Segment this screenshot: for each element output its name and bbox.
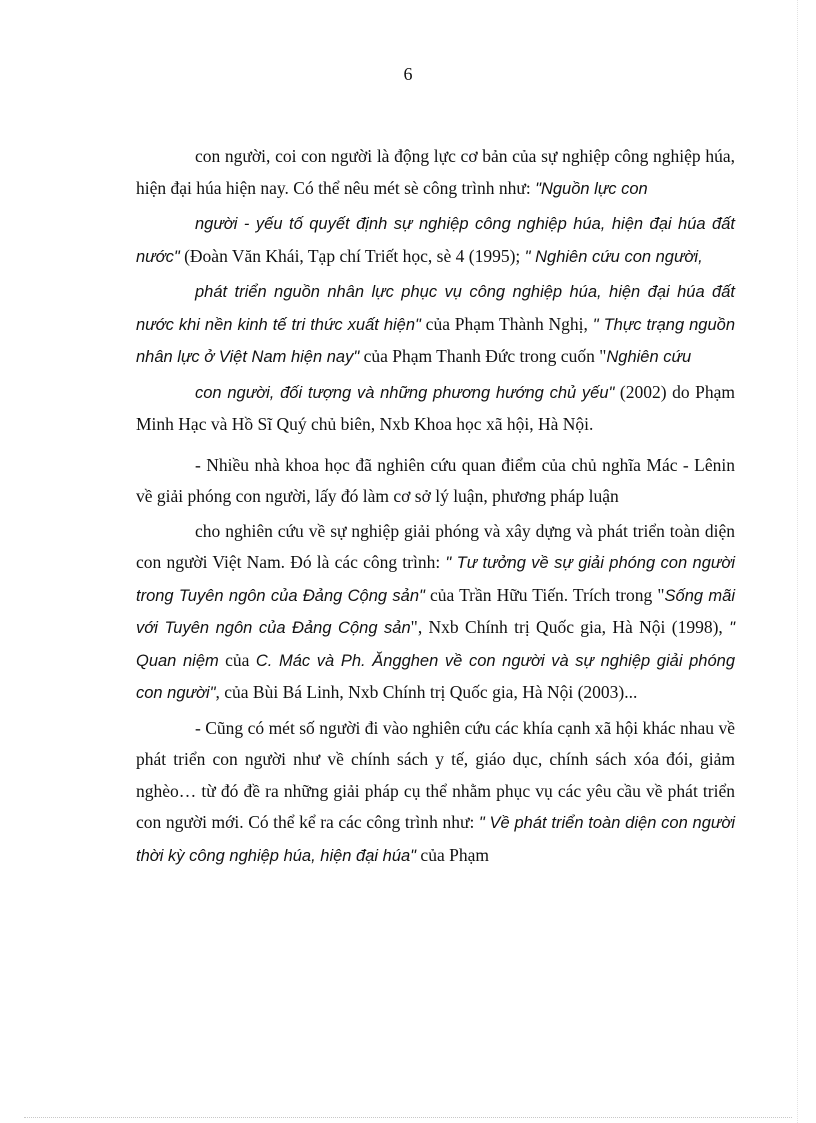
paragraph-1d: [136, 377, 735, 441]
page-bottom-border: [24, 1117, 792, 1118]
body-text-segment: (Đoàn Văn Khái, Tạp chí Triết học, sè 4 (1995);: [179, 245, 525, 266]
italic-citation-text: C. Mác và Ph. Ăngghen về con người và sự nghiệp giải phóng con người": [136, 651, 735, 702]
italic-citation-text: " Nghiên cứu con người,: [524, 247, 703, 266]
body-text-segment: của Trần Hữu Tiến. Trích trong: [424, 584, 658, 605]
body-text-segment: - Cũng có mét số người đi vào nghiên cứu các khía cạnh xã hội khác nhau về phát triển con người như về chính sách y tế, giáo dục, chính sách xóa đói, giảm nghèo… từ đó đề ra những giải pháp cụ thể nhằm phục vụ các yêu cầu về phát triển con người mới. Có thể kể ra các công trình như:: [136, 717, 735, 832]
body-text-segment: của Phạm: [416, 844, 489, 865]
italic-citation-text: " Quan niệm: [136, 619, 735, 670]
body-text-segment: của: [218, 649, 256, 670]
body-text-segment: của Phạm Thành Nghị,: [420, 313, 593, 334]
italic-citation-text: con người, đối tượng và những phương hướng chủ yếu": [195, 383, 615, 402]
italic-citation-text: Sống mãi với Tuyên ngôn của Đảng Cộng sản: [136, 586, 735, 637]
body-text-segment: - Nhiều nhà khoa học đã nghiên cứu quan điểm của chủ nghĩa Mác - Lênin về giải phóng con người, lấy đó làm cơ sở lý luận, phương pháp luận: [136, 454, 735, 506]
body-text-segment: (2002) do Phạm Minh Hạc và Hồ Sĩ Quý chủ biên, Nxb Khoa học xã hội, Hà Nội.: [136, 381, 735, 434]
paragraph-2a: [136, 450, 735, 513]
italic-citation-text: "Nguồn lực con: [535, 179, 648, 198]
paragraph-1a: [136, 141, 735, 205]
body-text-segment: con người, coi con người là động lực cơ bản của sự nghiệp công nghiệp húa, hiện đại húa hiện nay. Có thể nêu mét sè công trình như:: [136, 146, 735, 198]
paragraph-1c: [136, 276, 735, 374]
italic-citation-text: " Về phát triển toàn diện con người thời kỳ công nghiệp húa, hiện đại húa": [136, 814, 735, 865]
paragraph-2b: [136, 516, 735, 710]
body-text-segment: cho nghiên cứu về sự nghiệp giải phóng và xây dựng và phát triển toàn diện con người Việt Nam. Đó là các công trình:: [136, 520, 735, 572]
body-text-segment: ", Nxb Chính trị Quốc gia, Hà Nội (1998),: [410, 617, 730, 637]
italic-citation-text: Nghiên cứu: [606, 348, 692, 366]
page-number: 6: [403, 64, 413, 84]
body-text-segment: của Phạm Thanh Đức trong cuốn: [359, 346, 600, 366]
paragraph-3: [136, 713, 735, 873]
document-body: [136, 141, 735, 872]
body-text-segment: , của Bùi Bá Linh, Nxb Chính trị Quốc gia, Hà Nội (2003)...: [215, 682, 638, 702]
italic-citation-text: " Thực trạng nguồn nhân lực ở Việt Nam hiện nay": [136, 315, 735, 366]
body-text-segment: ": [599, 346, 607, 366]
italic-citation-text: " Tư tưởng về sự giải phóng con người trong Tuyên ngôn của Đảng Cộng sản": [136, 554, 735, 605]
italic-citation-text: phát triển nguồn nhân lực phục vụ công nghiệp húa, hiện đại húa đất nước khi nền kinh tế tri thức xuất hiện": [136, 283, 735, 334]
paragraph-1b: [136, 208, 735, 273]
body-text-segment: ": [657, 584, 665, 605]
page-right-border: [797, 0, 798, 1123]
italic-citation-text: người - yếu tố quyết định sự nghiệp công nghiệp húa, hiện đại húa đất nước": [136, 215, 735, 266]
